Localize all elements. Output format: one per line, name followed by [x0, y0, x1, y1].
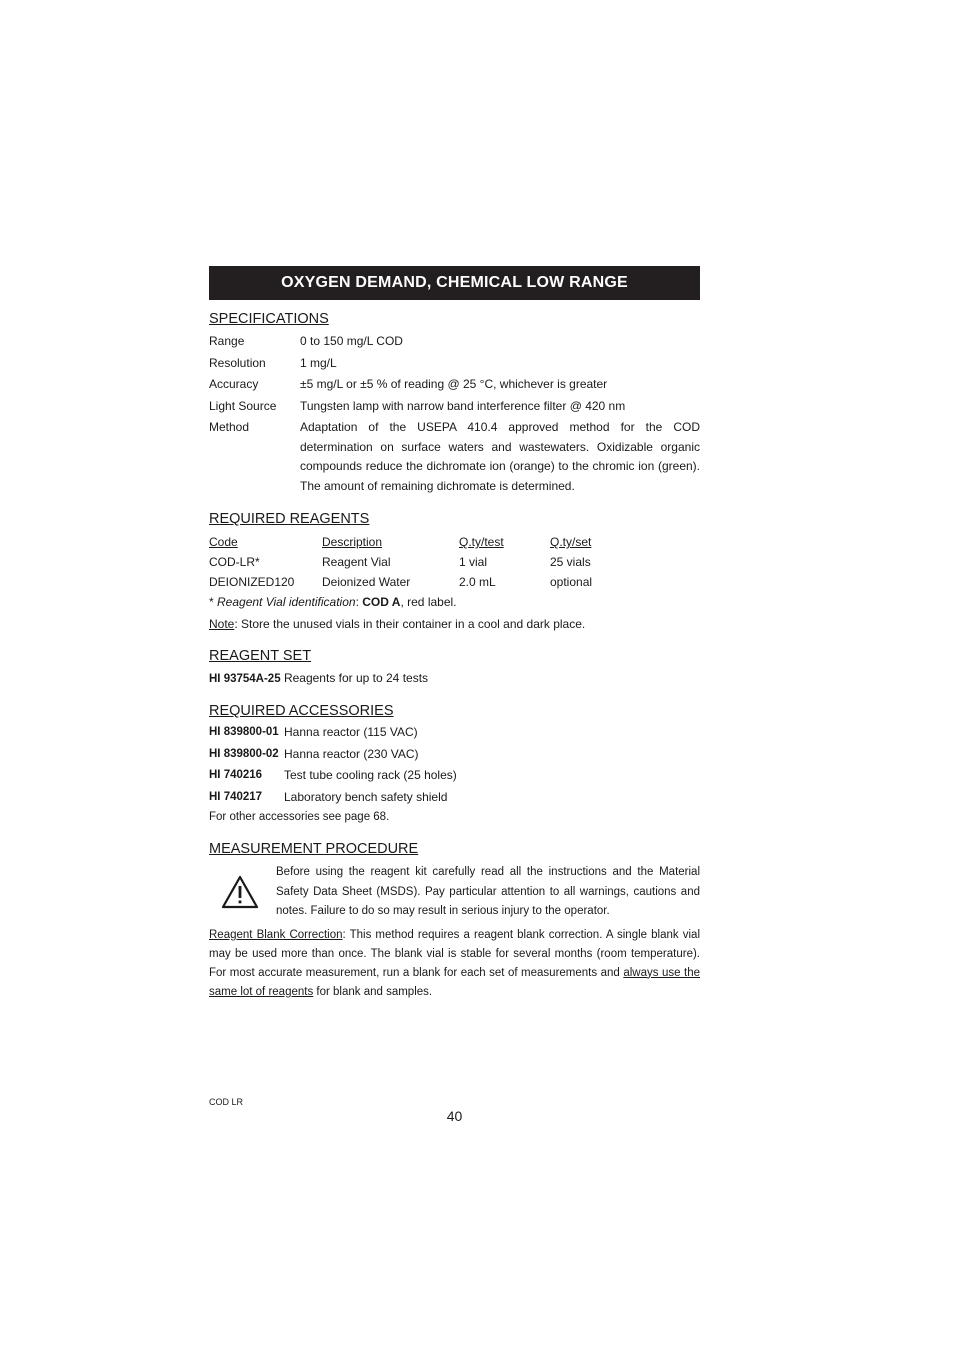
accessory-item: [209, 722, 700, 744]
blank-correction-text-end: for blank and samples.: [313, 985, 433, 998]
spec-label: Accuracy: [209, 377, 259, 391]
spec-value: Adaptation of the USEPA 410.4 approved method for the COD determination on surface waters and wastewaters. Oxidizable organic compounds reduce the dichromate ion (orange) to the chromic ion (green). The amount of remaining dichromate is determined.: [300, 420, 700, 493]
accessory-desc: Hanna reactor (230 VAC): [284, 746, 419, 761]
reagent-set-line: [209, 669, 700, 689]
accessory-code: HI 740216: [209, 769, 263, 781]
accessory-desc: Test tube cooling rack (25 holes): [284, 768, 457, 782]
blank-correction-label: Reagent Blank Correction: [209, 928, 343, 941]
reagent-set-section: [209, 647, 700, 689]
table-header: Code: [209, 535, 238, 549]
page-title: OXYGEN DEMAND, CHEMICAL LOW RANGE: [209, 266, 700, 300]
accessory-desc: Laboratory bench safety shield: [284, 789, 448, 804]
note-text: : Store the unused vials in their container in a cool and dark place.: [234, 617, 586, 631]
spec-value: 0 to 150 mg/L COD: [300, 334, 403, 348]
accessory-item: [209, 744, 700, 766]
footnote-prefix: *: [209, 595, 218, 609]
spec-row-resolution: [209, 353, 700, 375]
spec-row-light-source: [209, 396, 700, 418]
specifications-section: [209, 310, 700, 496]
spec-label: Method: [209, 420, 250, 434]
accessory-item: [209, 787, 700, 809]
footnote-code: COD A: [362, 595, 401, 609]
accessories-other: For other accessories see page 68.: [209, 811, 390, 823]
footnote-suffix: , red label.: [400, 595, 457, 609]
table-cell: 1 vial: [459, 555, 488, 569]
reagent-set-text: Reagents for up to 24 tests: [280, 671, 429, 685]
reagents-heading: REQUIRED REAGENTS: [209, 511, 370, 527]
table-cell: 25 vials: [550, 555, 591, 569]
blank-correction-underlined: always use the same lot of reagents: [209, 966, 700, 998]
page-number: 40: [446, 1108, 463, 1124]
warning-icon: [209, 863, 276, 922]
warning-block: [209, 863, 700, 922]
spec-label: Light Source: [209, 398, 277, 413]
table-cell: Reagent Vial: [322, 555, 391, 569]
footnote-sep: :: [355, 595, 363, 609]
table-cell: Deionized Water: [322, 575, 411, 589]
note-label: Note: [209, 617, 235, 631]
accessory-code: HI 839800-02: [209, 747, 279, 760]
footnote-italic: Reagent Vial identification: [217, 595, 356, 609]
reagent-note: [209, 615, 700, 634]
procedure-heading: MEASUREMENT PROCEDURE: [209, 841, 419, 857]
blank-correction-paragraph: [209, 926, 700, 1002]
warning-text: Before using the reagent kit carefully read all the instructions and the Material Safety Data Sheet (MSDS). Pay particular attention to all warnings, cautions and notes. Failure to do so may result in serious injury to the operator.: [276, 866, 700, 917]
table-header: Q.ty/set: [550, 535, 592, 549]
footer-section-label: COD LR: [209, 1097, 244, 1107]
spec-row-method: [209, 417, 700, 496]
spec-row-accuracy: [209, 374, 700, 396]
spec-value: 1 mg/L: [300, 355, 337, 370]
spec-row-range: [209, 331, 700, 353]
specifications-heading: SPECIFICATIONS: [209, 311, 329, 327]
accessories-heading: REQUIRED ACCESSORIES: [209, 703, 394, 719]
table-cell: DEIONIZED120: [209, 575, 295, 589]
reagents-section: [209, 510, 700, 634]
accessories-section: [209, 702, 700, 827]
manual-page: [209, 266, 700, 1002]
table-header: Description: [322, 535, 383, 549]
table-cell: COD-LR*: [209, 555, 260, 569]
table-cell: 2.0 mL: [459, 575, 496, 589]
reagent-set-code: HI 93754A-25: [209, 673, 281, 685]
accessory-item: [209, 765, 700, 787]
table-cell: optional: [550, 575, 593, 589]
reagents-table: [209, 532, 700, 592]
procedure-section: [209, 840, 700, 1002]
blank-correction-text: : This method requires a reagent blank correction. A single blank vial may be used more than once. The blank vial is stable for several months (room temperature). For most accurate measurement, run a blank for each set of measurements and: [209, 928, 700, 979]
spec-value: ±5 mg/L or ±5 % of reading @ 25 °C, whichever is greater: [300, 377, 608, 391]
table-header: Q.ty/test: [459, 535, 504, 549]
spec-label: Resolution: [209, 355, 266, 370]
accessory-code: HI 740217: [209, 790, 263, 803]
spec-label: Range: [209, 334, 245, 348]
accessory-desc: Hanna reactor (115 VAC): [284, 725, 418, 739]
spec-value: Tungsten lamp with narrow band interference filter @ 420 nm: [300, 398, 626, 413]
accessory-code: HI 839800-01: [209, 726, 279, 738]
reagent-footnote: [209, 593, 700, 612]
reagent-set-heading: REAGENT SET: [209, 648, 312, 664]
